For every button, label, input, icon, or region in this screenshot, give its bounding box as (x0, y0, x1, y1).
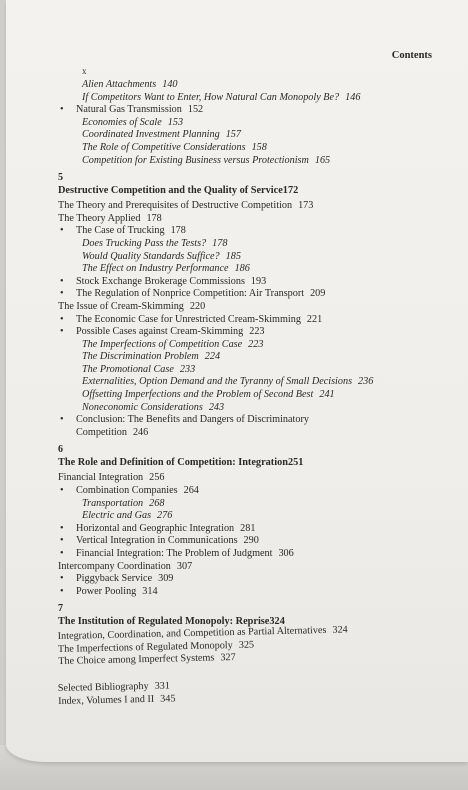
entry-title: The Effect on Industry Performance (82, 263, 229, 275)
entry-page: 178 (170, 225, 186, 237)
toc-entry (58, 389, 408, 402)
entry-title: Competition (76, 426, 127, 438)
chapter-number: 7 (58, 603, 63, 615)
toc-entry (58, 301, 408, 314)
entry-page: 233 (179, 363, 196, 375)
toc-entry (58, 472, 408, 485)
chapter-title: The Role and Definition of Competition: Integration251 (58, 457, 304, 469)
entry-title: Combination Companies (76, 485, 178, 497)
entry-page: 209 (310, 288, 326, 300)
chapter-7-entries (58, 623, 409, 669)
entry-title: Competition for Existing Business versus Protectionism (82, 154, 309, 166)
entry-page: 221 (306, 313, 323, 325)
entry-title: The Economic Case for Unrestricted Cream-Skimming (76, 313, 301, 325)
table-of-contents (58, 79, 408, 708)
toc-entry (58, 104, 408, 117)
entry-title: The Theory Applied (58, 212, 141, 224)
entry-title: Intercompany Coordination (58, 560, 171, 572)
entry-title: Financial Integration (58, 472, 144, 484)
entry-title: Horizontal and Geographic Integration (76, 522, 235, 534)
chapter-title: Destructive Competition and the Quality of Service172 (58, 185, 299, 197)
entry-page: 178 (146, 212, 162, 224)
toc-entry (58, 364, 408, 377)
toc-entry (58, 288, 408, 301)
chapter-6 (58, 444, 408, 598)
entry-title: Financial Integration: The Problem of Judgment (76, 548, 273, 559)
entry-page: 223 (248, 338, 264, 350)
entry-page: 178 (212, 237, 228, 249)
chapter-number: 5 (58, 172, 63, 184)
entry-page: 276 (157, 510, 173, 522)
entry-title: Possible Cases against Cream-Skimming (76, 326, 244, 338)
toc-entry (58, 573, 408, 586)
entry-title: Selected Bibliography (57, 681, 149, 695)
chapter-5-entries (58, 200, 408, 439)
entry-title: The Promotional Case (82, 363, 174, 375)
entry-page: 185 (225, 250, 241, 262)
entry-page: 290 (243, 535, 259, 547)
toc-entry (58, 351, 408, 364)
entry-title: The Imperfections of Regulated Monopoly (57, 640, 233, 655)
toc-entry (58, 485, 408, 498)
entry-page: 268 (149, 497, 165, 509)
toc-entry (58, 251, 408, 264)
toc-entry (58, 129, 408, 142)
entry-title: The Case of Trucking (76, 225, 165, 237)
chapter-7 (58, 603, 408, 669)
entry-title: Conclusion: The Benefits and Dangers of Discriminatory (76, 414, 309, 426)
entry-title: The Role of Competitive Considerations (82, 141, 246, 153)
entry-title: Piggyback Service (76, 573, 153, 585)
toc-entry (58, 276, 408, 289)
entry-title: If Competitors Want to Enter, How Natural Can Monopoly Be? (82, 91, 340, 103)
toc-entry (58, 263, 408, 276)
entry-page: 157 (225, 129, 241, 141)
toc-entry (58, 427, 408, 440)
chapter-6-entries (58, 472, 408, 598)
entry-page: 236 (358, 376, 374, 388)
toc-entry (58, 117, 408, 130)
entry-title: Stock Exchange Brokerage Commissions (76, 275, 245, 287)
entry-page: 246 (132, 426, 149, 438)
entry-title: Economies of Scale (82, 116, 162, 128)
entry-title: The Discrimination Problem (82, 351, 199, 363)
entry-page: 281 (240, 522, 256, 534)
entry-title: The Choice among Imperfect Systems (58, 653, 215, 668)
entry-page: 140 (162, 79, 178, 90)
entry-page: 324 (332, 624, 348, 637)
entry-page: 186 (234, 263, 250, 275)
toc-entry (58, 523, 408, 536)
entry-page: 173 (298, 200, 314, 212)
chapter-title: The Institution of Regulated Monopoly: Reprise324 (58, 616, 285, 628)
toc-entry (58, 142, 408, 155)
entry-page: 243 (208, 401, 225, 413)
entry-title: Vertical Integration in Communications (76, 535, 238, 547)
entry-page: 152 (187, 104, 204, 116)
entry-page: 256 (149, 472, 165, 484)
toc-entry (58, 314, 408, 327)
toc-entry (58, 402, 408, 415)
toc-entry (58, 535, 408, 548)
toc-entry (58, 376, 408, 389)
entry-page: 153 (167, 116, 184, 128)
toc-entry (58, 326, 408, 339)
toc-entry (58, 213, 408, 226)
toc-entry (58, 225, 408, 238)
entry-page: 223 (249, 326, 265, 338)
toc-entry (58, 414, 408, 427)
toc-entry (58, 92, 408, 105)
entry-title: Alien Attachments (82, 79, 157, 90)
entry-title: The Imperfections of Competition Case (82, 338, 243, 350)
entry-title: The Issue of Cream-Skimming (58, 300, 184, 312)
toc-entry (58, 200, 408, 213)
entry-title: The Regulation of Nonprice Competition: Air Transport (76, 288, 305, 300)
entry-title: Power Pooling (76, 585, 137, 597)
chapter-4-tail (58, 79, 408, 167)
entry-title: Natural Gas Transmission (76, 104, 182, 116)
toc-entry (58, 238, 408, 251)
entry-page: 193 (250, 275, 267, 287)
entry-title: Externalities, Option Demand and the Tyranny of Small Decisions (82, 376, 353, 388)
entry-title: Noneconomic Considerations (82, 401, 203, 413)
entry-page: 146 (345, 91, 361, 103)
entry-page: 220 (189, 300, 206, 312)
entry-title: Transportation (82, 497, 144, 509)
page-folio: x (82, 66, 87, 76)
entry-page: 331 (154, 680, 171, 692)
chapter-number: 6 (58, 444, 63, 456)
entry-page: 309 (158, 573, 174, 585)
toc-entry (58, 498, 408, 511)
entry-title: Offsetting Imperfections and the Problem of Second Best (82, 389, 314, 401)
entry-page: 306 (278, 548, 294, 559)
running-head: Contents (391, 50, 432, 61)
entry-page: 158 (251, 141, 267, 153)
entry-page: 224 (204, 351, 221, 363)
entry-page: 325 (238, 639, 255, 651)
entry-page: 264 (183, 485, 199, 497)
toc-entry (58, 79, 408, 92)
toc-entry (58, 155, 408, 168)
entry-title: Index, Volumes I and II (58, 693, 155, 707)
entry-title: The Theory and Prerequisites of Destructive Competition (58, 200, 293, 212)
entry-page: 345 (160, 693, 176, 705)
entry-page: 307 (176, 560, 193, 572)
toc-entry (58, 548, 408, 561)
entry-page: 327 (220, 652, 236, 664)
entry-title: Electric and Gas (82, 510, 152, 522)
toc-entry (58, 561, 408, 574)
entry-title: Coordinated Investment Planning (82, 129, 220, 141)
entry-page: 314 (142, 585, 158, 597)
toc-entry (58, 510, 408, 523)
entry-page: 241 (319, 389, 335, 401)
chapter-5 (58, 172, 408, 439)
entry-title: Would Quality Standards Suffice? (82, 250, 220, 262)
entry-title: Integration, Coordination, and Competition as Partial Alternatives (57, 625, 327, 643)
toc-entry (58, 586, 408, 599)
entry-title: Does Trucking Pass the Tests? (82, 237, 207, 249)
toc-entry (58, 339, 408, 352)
entry-page: 165 (314, 154, 331, 166)
